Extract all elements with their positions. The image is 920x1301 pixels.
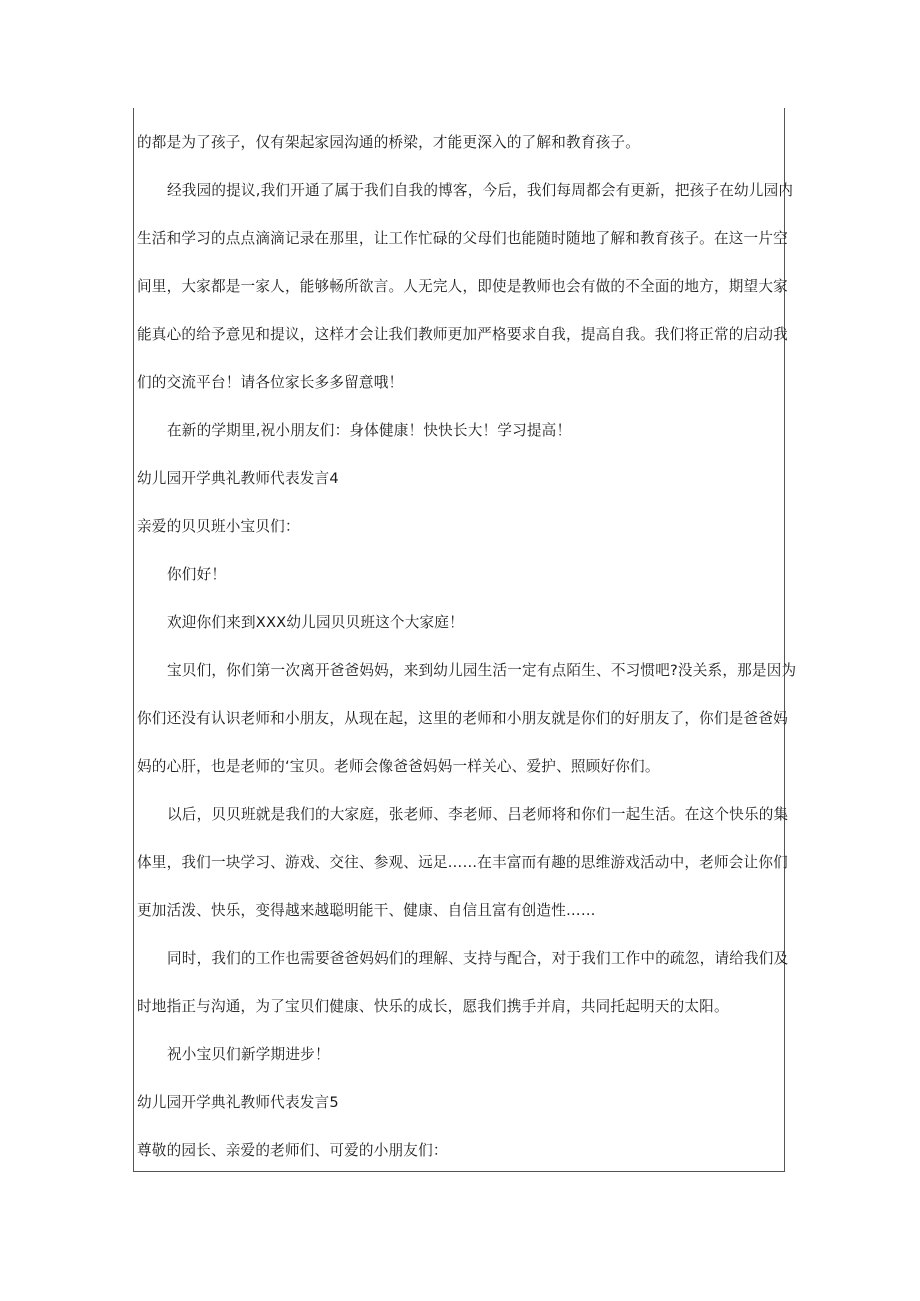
paragraph-line: 能真心的给予意见和提议，这样才会让我们教师更加严格要求自我，提高自我。我们将正常的启动我 [137, 326, 788, 343]
paragraph-line: 生活和学习的点点滴滴记录在那里，让工作忙碌的父母们也能随时随地了解和教育孩子。在这一片空 [137, 230, 788, 247]
paragraph-line: 以后，贝贝班就是我们的大家庭，张老师、李老师、吕老师将和你们一起生活。在这个快乐的集 [167, 806, 789, 823]
paragraph-line: 时地指正与沟通，为了宝贝们健康、快乐的成长，愿我们携手并肩，共同托起明天的太阳。 [137, 998, 729, 1015]
paragraph-line: 更加活泼、快乐，变得越来越聪明能干、健康、自信且富有创造性…… [137, 902, 596, 919]
paragraph-line: 同时，我们的工作也需要爸爸妈妈们的理解、支持与配合，对于我们工作中的疏忽，请给我们及 [167, 950, 789, 967]
paragraph-line: 在新的学期里,祝小朋友们：身体健康！快快长大！学习提高！ [167, 422, 572, 439]
section-heading: 幼儿园开学典礼教师代表发言5 [137, 1094, 339, 1111]
paragraph-line: 宝贝们，你们第一次离开爸爸妈妈，来到幼儿园生活一定有点陌生、不习惯吧?没关系，那是因为 [167, 662, 797, 679]
paragraph-line: 经我园的提议,我们开通了属于我们自我的博客，今后，我们每周都会有更新，把孩子在幼儿园内 [167, 182, 794, 199]
paragraph-line: 你们还没有认识老师和小朋友，从现在起，这里的老师和小朋友就是你们的好朋友了，你们是爸爸妈 [137, 710, 788, 727]
salutation-line: 尊敬的园长、亲爱的老师们、可爱的小朋友们： [137, 1142, 448, 1159]
paragraph-line: 的都是为了孩子，仅有架起家园沟通的桥梁，才能更深入的了解和教育孩子。 [137, 134, 640, 151]
paragraph-line: 祝小宝贝们新学期进步！ [167, 1046, 330, 1063]
paragraph-line: 你们好！ [167, 566, 227, 583]
paragraph-line: 们的交流平台！请各位家长多多留意哦！ [137, 374, 404, 391]
paragraph-line: 欢迎你们来到XXX幼儿园贝贝班这个大家庭！ [167, 614, 464, 631]
section-heading: 幼儿园开学典礼教师代表发言4 [137, 470, 339, 487]
paragraph-line: 妈的心肝，也是老师的‘宝贝。老师会像爸爸妈妈一样关心、爱护、照顾好你们。 [137, 758, 660, 775]
salutation-line: 亲爱的贝贝班小宝贝们： [137, 518, 300, 535]
paragraph-line: 间里，大家都是一家人，能够畅所欲言。人无完人，即使是教师也会有做的不全面的地方，期望大家 [137, 278, 788, 295]
paragraph-line: 体里，我们一块学习、游戏、交往、参观、远足……在丰富而有趣的思维游戏活动中，老师会让你们 [137, 854, 788, 871]
